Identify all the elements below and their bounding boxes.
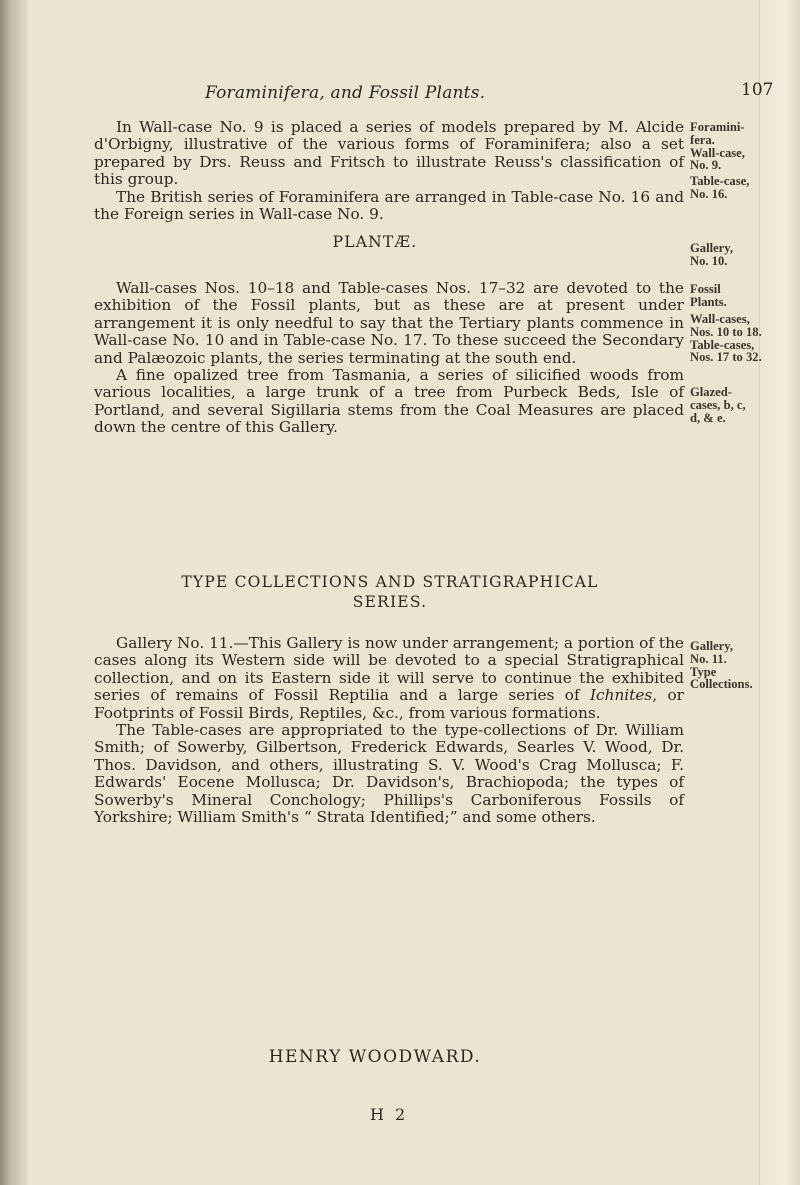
side-note-foraminifera xyxy=(690,121,745,172)
side-note-line: Table-case, xyxy=(690,174,750,188)
side-note-glazed-cases xyxy=(690,386,746,424)
page-edge xyxy=(759,0,800,1185)
side-note-line: Nos. 10 to 18. xyxy=(690,324,762,339)
text-run: Gallery No. 11.—This Gallery is now under arrangement; a portion of the cases along its Western side will be devoted to a special Stratigraphical collection, and on its Eastern side it will serve to continue the exhibited series of remains of Fossil Reptilia and a large series of xyxy=(94,634,684,705)
side-note-line: Fossil xyxy=(690,282,721,296)
type-collections-section xyxy=(94,635,684,826)
side-note-line: Gallery, xyxy=(690,639,734,653)
side-note-line: Foramini- xyxy=(690,120,745,134)
type-collections-heading xyxy=(110,573,670,611)
book-gutter-shadow xyxy=(0,0,28,1185)
side-note-table-case-16 xyxy=(690,175,749,201)
page-number: 107 xyxy=(741,80,774,100)
foraminifera-paragraph: In Wall-case No. 9 is placed a series of models prepared by M. Alcide d'Orbigny, illustrative of the various forms of Foraminifera; also a set prepared by Drs. Reuss and Fritsch to illustrate Reuss's classification of this group. xyxy=(94,118,684,189)
side-note-line: Plants. xyxy=(690,294,727,309)
plantae-heading: PLANTÆ. xyxy=(332,233,418,251)
author-signature: HENRY WOODWARD. xyxy=(268,1047,482,1067)
side-note-line: No. 10. xyxy=(690,253,728,268)
italic-term: Ichnites xyxy=(589,686,653,705)
side-note-line: fera. xyxy=(690,132,715,147)
side-note-line: Table-cases, xyxy=(690,337,755,352)
plantae-section xyxy=(94,280,684,437)
side-note-cases-numbers xyxy=(690,313,762,364)
side-note-line: cases, b, c, xyxy=(690,397,746,412)
side-note-line: No. 9. xyxy=(690,158,722,173)
signature-mark: H 2 xyxy=(370,1105,409,1124)
foraminifera-section xyxy=(94,119,684,223)
type-collections-paragraph-2: The Table-cases are appropriated to the type-collections of Dr. William Smith; of Sowerby, Gilbertson, Frederick Edwards, Searles V. Wood, Dr. Thos. Davidson, and others, illustrating S. V. Wood's Crag Mollusca; F. Edwards' Eocene Mollusca; Dr. Davidson's, Brachiopoda; the types of Sowerby's Mineral Conchology; Phillips's Carboniferous Fossils of Yorkshire; William Smith's “ Strata Identified;” and some others. xyxy=(94,721,684,827)
side-note-line: Wall-cases, xyxy=(690,312,750,326)
side-note-gallery-10 xyxy=(690,242,733,268)
side-note-fossil-plants xyxy=(690,283,727,309)
foraminifera-paragraph-2: The British series of Foraminifera are arranged in Table-case No. 16 and the Foreign series in Wall-case No. 9. xyxy=(94,187,684,224)
side-note-line: d, & e. xyxy=(690,410,726,425)
side-note-type-collections xyxy=(690,640,753,691)
side-note-line: No. 11. xyxy=(690,651,727,666)
type-collections-paragraph-1 xyxy=(94,635,684,722)
side-note-line: Nos. 17 to 32. xyxy=(690,350,762,365)
side-note-line: Gallery, xyxy=(690,241,734,255)
running-header-title: Foraminifera, and Fossil Plants. xyxy=(205,83,486,103)
side-note-line: Type xyxy=(690,664,717,679)
side-note-line: No. 16. xyxy=(690,186,728,201)
side-note-line: Glazed- xyxy=(690,385,732,399)
text-run: , or Footprints of Fossil Birds, Reptiles, &c., from various formations. xyxy=(94,686,684,722)
side-note-line: Collections. xyxy=(690,677,753,692)
heading-line: SERIES. xyxy=(352,593,428,611)
plantae-paragraph-2: A fine opalized tree from Tasmania, a series of silicified woods from various localities, a large trunk of a tree from Purbeck Beds, Isle of Portland, and several Sigillaria stems from the Coal Measures are placed down the centre of this Gallery. xyxy=(94,366,684,437)
heading-line: TYPE COLLECTIONS AND STRATIGRAPHICAL xyxy=(181,573,599,591)
plantae-paragraph-1: Wall-cases Nos. 10–18 and Table-cases Nos. 17–32 are devoted to the exhibition of the Fossil plants, but as these are at present under arrangement it is only needful to say that the Tertiary plants commence in Wall-case No. 10 and in Table-case No. 17. To these succeed the Secondary and Palæozoic plants, the series terminating at the south end. xyxy=(94,279,684,367)
side-note-line: Wall-case, xyxy=(690,145,745,160)
